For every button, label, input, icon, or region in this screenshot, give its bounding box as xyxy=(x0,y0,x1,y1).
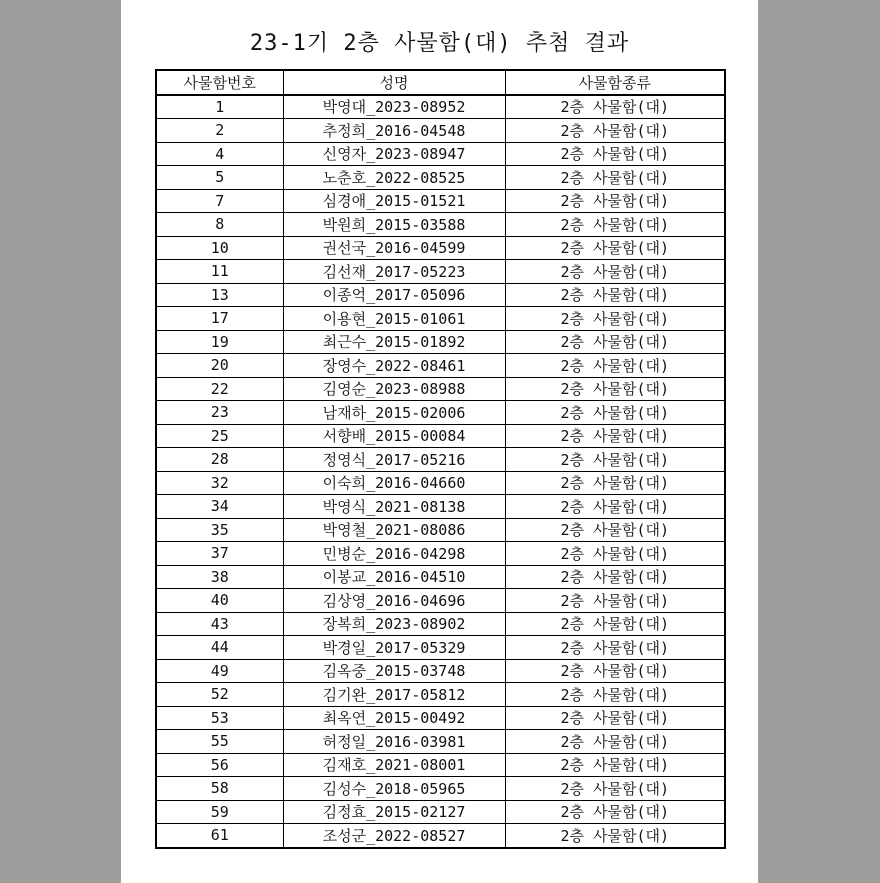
cell-locker-number: 44 xyxy=(156,636,283,660)
cell-locker-type: 2층 사물함(대) xyxy=(505,377,725,401)
cell-locker-number: 58 xyxy=(156,777,283,801)
cell-locker-number: 59 xyxy=(156,800,283,824)
cell-name: 박영식_2021-08138 xyxy=(283,495,505,519)
table-row xyxy=(156,589,725,613)
table-row xyxy=(156,542,725,566)
cell-locker-type: 2층 사물함(대) xyxy=(505,448,725,472)
cell-locker-number: 1 xyxy=(156,95,283,119)
cell-name: 박영대_2023-08952 xyxy=(283,95,505,119)
cell-locker-type: 2층 사물함(대) xyxy=(505,800,725,824)
cell-name: 김선재_2017-05223 xyxy=(283,260,505,284)
cell-name: 허정일_2016-03981 xyxy=(283,730,505,754)
cell-locker-number: 10 xyxy=(156,236,283,260)
table-row xyxy=(156,142,725,166)
table-row xyxy=(156,753,725,777)
cell-locker-type: 2층 사물함(대) xyxy=(505,424,725,448)
cell-locker-type: 2층 사물함(대) xyxy=(505,142,725,166)
cell-name: 김정효_2015-02127 xyxy=(283,800,505,824)
cell-locker-type: 2층 사물함(대) xyxy=(505,683,725,707)
locker-result-table xyxy=(155,69,726,849)
table-row xyxy=(156,95,725,119)
cell-locker-number: 34 xyxy=(156,495,283,519)
table-row xyxy=(156,377,725,401)
cell-locker-number: 2 xyxy=(156,119,283,143)
table-row xyxy=(156,800,725,824)
cell-locker-type: 2층 사물함(대) xyxy=(505,260,725,284)
cell-name: 조성군_2022-08527 xyxy=(283,824,505,848)
cell-locker-number: 11 xyxy=(156,260,283,284)
cell-locker-type: 2층 사물함(대) xyxy=(505,730,725,754)
cell-locker-type: 2층 사물함(대) xyxy=(505,354,725,378)
table-row xyxy=(156,659,725,683)
cell-locker-number: 53 xyxy=(156,706,283,730)
cell-locker-type: 2층 사물함(대) xyxy=(505,189,725,213)
cell-name: 장영수_2022-08461 xyxy=(283,354,505,378)
cell-name: 신영자_2023-08947 xyxy=(283,142,505,166)
cell-locker-type: 2층 사물함(대) xyxy=(505,565,725,589)
cell-locker-number: 55 xyxy=(156,730,283,754)
column-header-locker-type: 사물함종류 xyxy=(505,70,725,95)
cell-name: 김재호_2021-08001 xyxy=(283,753,505,777)
table-row xyxy=(156,166,725,190)
table-row xyxy=(156,260,725,284)
cell-locker-type: 2층 사물함(대) xyxy=(505,401,725,425)
table-row xyxy=(156,730,725,754)
cell-name: 김성수_2018-05965 xyxy=(283,777,505,801)
cell-name: 정영식_2017-05216 xyxy=(283,448,505,472)
cell-name: 심경애_2015-01521 xyxy=(283,189,505,213)
cell-locker-type: 2층 사물함(대) xyxy=(505,659,725,683)
cell-locker-type: 2층 사물함(대) xyxy=(505,777,725,801)
table-row xyxy=(156,189,725,213)
column-header-name: 성명 xyxy=(283,70,505,95)
cell-locker-number: 4 xyxy=(156,142,283,166)
table-row xyxy=(156,307,725,331)
table-row xyxy=(156,565,725,589)
page-title: 23-1기 2층 사물함(대) 추첨 결과 xyxy=(249,31,630,56)
cell-name: 김기완_2017-05812 xyxy=(283,683,505,707)
cell-locker-number: 49 xyxy=(156,659,283,683)
cell-name: 권선국_2016-04599 xyxy=(283,236,505,260)
cell-name: 최근수_2015-01892 xyxy=(283,330,505,354)
cell-locker-number: 43 xyxy=(156,612,283,636)
cell-locker-type: 2층 사물함(대) xyxy=(505,495,725,519)
cell-name: 박영철_2021-08086 xyxy=(283,518,505,542)
table-row xyxy=(156,777,725,801)
cell-locker-number: 5 xyxy=(156,166,283,190)
cell-locker-number: 28 xyxy=(156,448,283,472)
cell-name: 이용현_2015-01061 xyxy=(283,307,505,331)
cell-locker-number: 56 xyxy=(156,753,283,777)
cell-locker-type: 2층 사물함(대) xyxy=(505,636,725,660)
table-header-row xyxy=(156,70,725,95)
cell-name: 박경일_2017-05329 xyxy=(283,636,505,660)
table-row xyxy=(156,612,725,636)
table-row xyxy=(156,236,725,260)
cell-locker-number: 32 xyxy=(156,471,283,495)
cell-locker-number: 23 xyxy=(156,401,283,425)
table-row xyxy=(156,401,725,425)
cell-locker-number: 22 xyxy=(156,377,283,401)
cell-locker-number: 19 xyxy=(156,330,283,354)
cell-name: 이숙희_2016-04660 xyxy=(283,471,505,495)
cell-name: 최옥연_2015-00492 xyxy=(283,706,505,730)
cell-locker-number: 7 xyxy=(156,189,283,213)
cell-locker-type: 2층 사물함(대) xyxy=(505,589,725,613)
cell-locker-type: 2층 사물함(대) xyxy=(505,471,725,495)
table-row xyxy=(156,518,725,542)
cell-name: 김옥중_2015-03748 xyxy=(283,659,505,683)
cell-locker-type: 2층 사물함(대) xyxy=(505,307,725,331)
cell-name: 노춘호_2022-08525 xyxy=(283,166,505,190)
cell-name: 김영순_2023-08988 xyxy=(283,377,505,401)
cell-name: 박원희_2015-03588 xyxy=(283,213,505,237)
table-row xyxy=(156,636,725,660)
cell-name: 장복희_2023-08902 xyxy=(283,612,505,636)
cell-locker-type: 2층 사물함(대) xyxy=(505,236,725,260)
cell-locker-number: 52 xyxy=(156,683,283,707)
cell-locker-type: 2층 사물함(대) xyxy=(505,706,725,730)
table-row xyxy=(156,495,725,519)
cell-locker-number: 13 xyxy=(156,283,283,307)
cell-locker-number: 40 xyxy=(156,589,283,613)
cell-locker-number: 20 xyxy=(156,354,283,378)
cell-name: 민병순_2016-04298 xyxy=(283,542,505,566)
cell-locker-type: 2층 사물함(대) xyxy=(505,612,725,636)
cell-name: 남재하_2015-02006 xyxy=(283,401,505,425)
cell-locker-type: 2층 사물함(대) xyxy=(505,330,725,354)
cell-locker-type: 2층 사물함(대) xyxy=(505,824,725,848)
table-row xyxy=(156,213,725,237)
cell-name: 추정희_2016-04548 xyxy=(283,119,505,143)
cell-name: 김상영_2016-04696 xyxy=(283,589,505,613)
table-row xyxy=(156,330,725,354)
cell-locker-type: 2층 사물함(대) xyxy=(505,283,725,307)
document-page xyxy=(121,0,758,883)
cell-locker-type: 2층 사물함(대) xyxy=(505,166,725,190)
cell-locker-type: 2층 사물함(대) xyxy=(505,518,725,542)
cell-locker-type: 2층 사물함(대) xyxy=(505,95,725,119)
table-row xyxy=(156,424,725,448)
cell-locker-number: 25 xyxy=(156,424,283,448)
table-row xyxy=(156,283,725,307)
cell-name: 서향배_2015-00084 xyxy=(283,424,505,448)
cell-locker-number: 37 xyxy=(156,542,283,566)
table-row xyxy=(156,119,725,143)
cell-locker-type: 2층 사물함(대) xyxy=(505,213,725,237)
cell-locker-number: 61 xyxy=(156,824,283,848)
cell-locker-type: 2층 사물함(대) xyxy=(505,753,725,777)
cell-locker-type: 2층 사물함(대) xyxy=(505,119,725,143)
cell-locker-number: 38 xyxy=(156,565,283,589)
table-row xyxy=(156,471,725,495)
table-row xyxy=(156,448,725,472)
cell-locker-type: 2층 사물함(대) xyxy=(505,542,725,566)
cell-locker-number: 35 xyxy=(156,518,283,542)
cell-locker-number: 8 xyxy=(156,213,283,237)
table-row xyxy=(156,683,725,707)
table-row xyxy=(156,354,725,378)
column-header-locker-number: 사물함번호 xyxy=(156,70,283,95)
cell-name: 이종억_2017-05096 xyxy=(283,283,505,307)
table-row xyxy=(156,706,725,730)
table-row xyxy=(156,824,725,848)
cell-name: 이봉교_2016-04510 xyxy=(283,565,505,589)
cell-locker-number: 17 xyxy=(156,307,283,331)
